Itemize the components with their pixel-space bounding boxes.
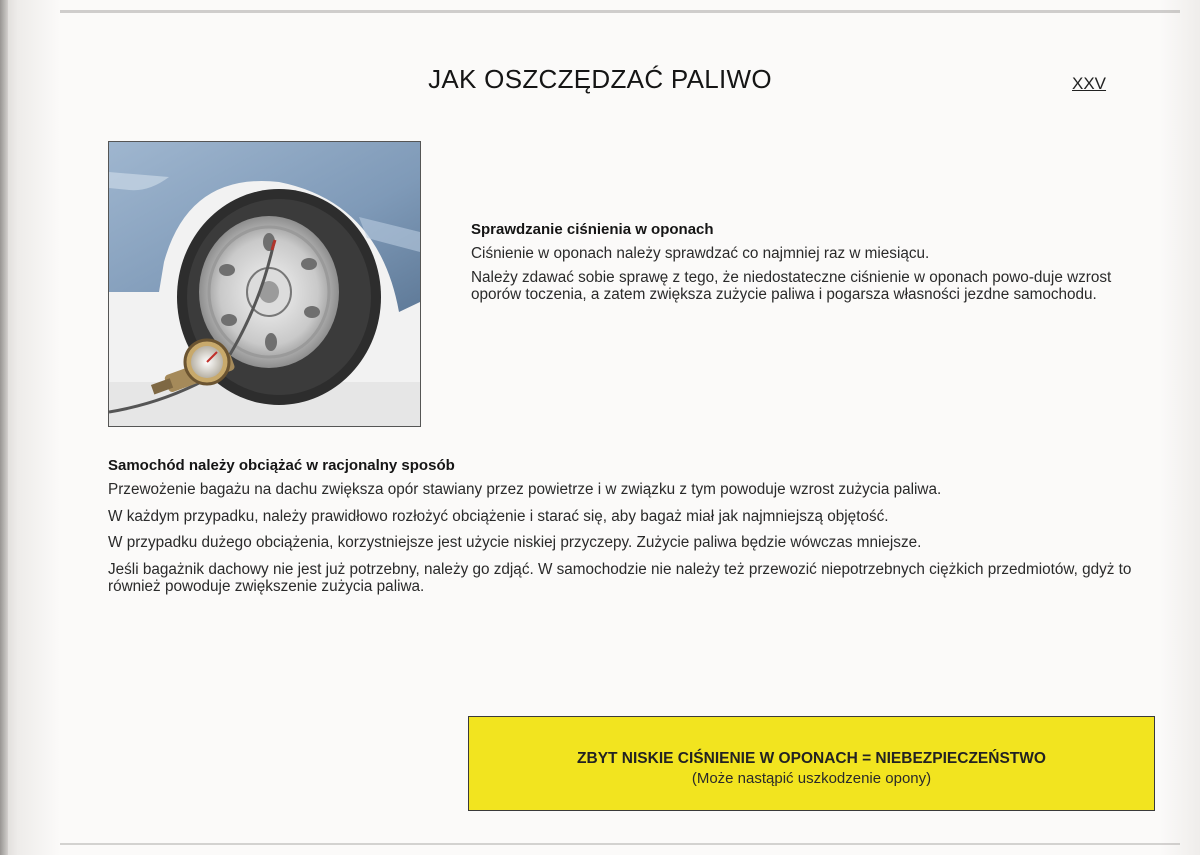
load-section [108, 457, 1168, 605]
tire-pressure-heading: Sprawdzanie ciśnienia w oponach [471, 221, 714, 238]
load-paragraph: Jeśli bagażnik dachowy nie jest już potrzebny, należy go zdjąć. W samochodzie nie należy też przewozić niepotrzebnych ciężkich przedmiotów, gdyż to również powoduje zwiększenie zużycia paliwa. [108, 560, 1132, 595]
top-edge-line [60, 10, 1180, 13]
page-number: XXV [1072, 74, 1107, 93]
tire-gauge-illustration [108, 141, 421, 427]
bottom-edge-line [60, 843, 1180, 845]
tire-pressure-paragraph: Należy zdawać sobie sprawę z tego, że niedostateczne ciśnienie w oponach powo-duje wzrost oporów toczenia, a zatem zwiększa zużycie paliwa i pogarsza własności jezdne samochodu. [471, 268, 1112, 303]
load-paragraph: Przewożenie bagażu na dachu zwiększa opór stawiany przez powietrze i w związku z tym powoduje wzrost zużycia paliwa. [108, 481, 942, 498]
warning-subtitle: (Może nastąpić uszkodzenie opony) [691, 770, 932, 787]
load-paragraph: W każdym przypadku, należy prawidłowo rozłożyć obciążenie i starać się, aby bagaż miał jak najmniejszą objętość. [108, 507, 889, 525]
warning-box [468, 716, 1155, 811]
warning-title: ZBYT NISKIE CIŚNIENIE W OPONACH = NIEBEZPIECZEŃSTWO [577, 750, 1046, 767]
load-heading: Samochód należy obciążać w racjonalny sposób [108, 457, 455, 474]
load-paragraph: W przypadku dużego obciążenia, korzystniejsze jest użycie niskiej przyczepy. Zużycie paliwa będzie wówczas mniejsze. [108, 534, 922, 551]
binding-shadow [0, 0, 8, 855]
tire-pressure-paragraph: Ciśnienie w oponach należy sprawdzać co najmniej raz w miesiącu. [471, 245, 930, 262]
page-title: JAK OSZCZĘDZAĆ PALIWO [428, 64, 772, 94]
tire-pressure-section [471, 221, 1151, 310]
tire-pressure-gauge-icon [109, 142, 420, 426]
